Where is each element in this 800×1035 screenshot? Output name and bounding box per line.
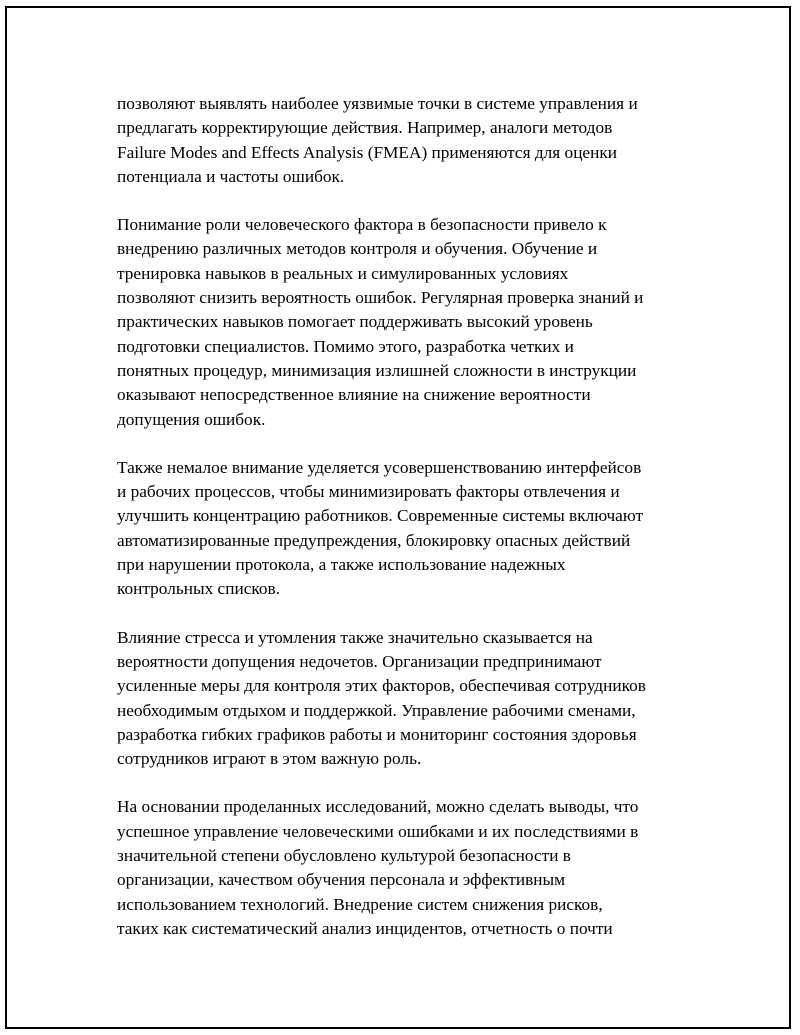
paragraph [117,92,697,189]
text-line: при нарушении протокола, а также использование надежных [117,555,566,575]
text-line: и рабочих процессов, чтобы минимизировать факторы отвлечения и [117,482,620,502]
text-line: практических навыков помогает поддерживать высокий уровень [117,312,593,332]
text-line: Понимание роли человеческого фактора в безопасности привело к [117,215,607,235]
text-line: автоматизированные предупреждения, блокировку опасных действий [117,530,631,550]
text-line: организации, качеством обучения персонала и эффективным [117,870,566,890]
text-line: оказывают непосредственное влияние на снижение вероятности [117,385,591,405]
text-line: понятных процедур, минимизация излишней сложности в инструкции [117,360,637,380]
text-line: улучшить концентрацию работников. Современные системы включают [117,506,644,526]
text-line: значительной степени обусловлено культурой безопасности в [117,846,571,866]
text-line: тренировка навыков в реальных и симулированных условиях [117,263,569,283]
text-line: допущения ошибок. [117,409,266,429]
text-line: Failure Modes and Effects Analysis (FMEA) применяются для оценки [117,142,617,162]
text-line: вероятности допущения недочетов. Организации предпринимают [117,651,602,671]
text-line: контрольных списков. [117,579,281,599]
text-line: таких как систематический анализ инцидентов, отчетность о почти [117,918,613,938]
paragraph [117,213,697,432]
text-line: разработка гибких графиков работы и мониторинг состояния здоровья [117,724,637,744]
text-line: На основании проделанных исследований, можно сделать выводы, что [117,797,639,817]
text-line: использованием технологий. Внедрение систем снижения рисков, [117,894,603,914]
text-line: внедрению различных методов контроля и обучения. Обучение и [117,239,598,259]
text-line: необходимым отдыхом и поддержкой. Управление рабочими сменами, [117,700,636,720]
text-line: усиленные меры для контроля этих факторов, обеспечивая сотрудников [117,676,646,696]
text-line: подготовки специалистов. Помимо этого, разработка четких и [117,336,574,356]
text-line: позволяют снизить вероятность ошибок. Регулярная проверка знаний и [117,288,644,308]
text-line: предлагать корректирующие действия. Например, аналоги методов [117,118,613,138]
paragraph [117,795,697,941]
text-line: Влияние стресса и утомления также значительно сказывается на [117,627,593,647]
text-line: успешное управление человеческими ошибками и их последствиями в [117,821,639,841]
paragraph [117,456,697,602]
text-line: позволяют выявлять наиболее уязвимые точки в системе управления и [117,94,638,113]
text-line: сотрудников играют в этом важную роль. [117,749,422,769]
text-line: Также немалое внимание уделяется усовершенствованию интерфейсов [117,457,642,477]
text-line: потенциала и частоты ошибок. [117,166,345,186]
document-body [117,92,697,965]
paragraph [117,626,697,772]
